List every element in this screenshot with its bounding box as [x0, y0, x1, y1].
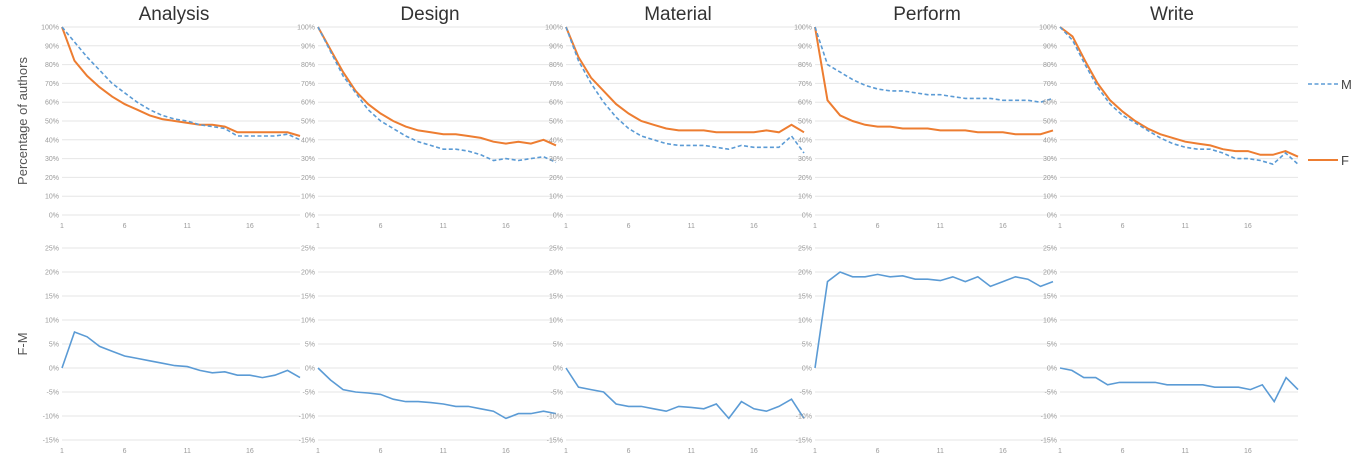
- y-tick-top-analysis: 30%: [44, 156, 59, 164]
- line-diff-analysis: [62, 332, 300, 378]
- y-tick-bottom-design: 0%: [304, 365, 315, 373]
- x-tick-top-analysis: 1: [60, 223, 64, 230]
- x-tick-bottom-design: 6: [378, 448, 383, 455]
- y-tick-top-material: 100%: [545, 24, 563, 32]
- y-tick-bottom-analysis: 15%: [44, 293, 59, 301]
- y-tick-bottom-analysis: -10%: [42, 413, 59, 421]
- x-tick-top-perform: 1: [813, 223, 817, 230]
- x-tick-top-design: 16: [501, 223, 510, 230]
- y-tick-top-perform: 90%: [797, 43, 812, 51]
- y-tick-top-design: 10%: [300, 193, 315, 201]
- panel-title-write: Write: [1150, 4, 1194, 25]
- y-tick-bottom-perform: 10%: [797, 317, 812, 325]
- y-tick-top-design: 20%: [300, 174, 315, 182]
- y-tick-bottom-analysis: -5%: [46, 389, 59, 397]
- x-tick-bottom-design: 16: [501, 448, 510, 455]
- y-tick-top-design: 70%: [300, 80, 315, 88]
- y-tick-bottom-material: 15%: [548, 293, 563, 301]
- y-tick-bottom-material: 10%: [548, 317, 563, 325]
- y-axis-label-bottom: F-M: [15, 332, 30, 356]
- line-f-material: [566, 27, 804, 132]
- y-tick-top-perform: 50%: [797, 118, 812, 126]
- y-tick-bottom-perform: 20%: [797, 269, 812, 277]
- y-tick-bottom-material: 25%: [548, 245, 563, 253]
- y-tick-top-perform: 20%: [797, 174, 812, 182]
- y-tick-top-material: 60%: [548, 99, 563, 107]
- y-tick-top-perform: 80%: [797, 62, 812, 70]
- y-tick-bottom-material: -5%: [550, 389, 563, 397]
- panel-title-analysis: Analysis: [138, 4, 210, 25]
- y-tick-top-material: 20%: [548, 174, 563, 182]
- y-tick-bottom-design: 5%: [304, 341, 315, 349]
- y-tick-top-write: 90%: [1042, 43, 1057, 51]
- y-tick-top-analysis: 100%: [41, 24, 59, 32]
- y-tick-bottom-analysis: 0%: [48, 365, 59, 373]
- x-tick-bottom-perform: 6: [875, 448, 880, 455]
- legend-label-f: F: [1341, 153, 1349, 168]
- y-tick-top-material: 40%: [548, 137, 563, 145]
- y-tick-top-perform: 10%: [797, 193, 812, 201]
- y-tick-top-analysis: 50%: [44, 118, 59, 126]
- x-tick-bottom-analysis: 6: [122, 448, 127, 455]
- x-tick-bottom-analysis: 11: [183, 448, 191, 455]
- x-tick-top-analysis: 6: [122, 223, 127, 230]
- x-tick-bottom-analysis: 16: [245, 448, 254, 455]
- x-tick-bottom-material: 16: [749, 448, 758, 455]
- y-tick-bottom-material: 20%: [548, 269, 563, 277]
- y-tick-top-material: 0%: [552, 212, 563, 220]
- y-tick-top-design: 100%: [297, 24, 315, 32]
- y-tick-bottom-perform: 25%: [797, 245, 812, 253]
- y-tick-top-write: 40%: [1042, 137, 1057, 145]
- y-tick-top-analysis: 60%: [44, 99, 59, 107]
- y-tick-bottom-design: -15%: [298, 437, 315, 445]
- y-tick-top-write: 10%: [1042, 193, 1057, 201]
- x-tick-bottom-perform: 16: [998, 448, 1007, 455]
- y-tick-bottom-material: 0%: [552, 365, 563, 373]
- y-tick-top-material: 80%: [548, 62, 563, 70]
- x-tick-bottom-write: 16: [1243, 448, 1252, 455]
- y-tick-top-analysis: 80%: [44, 62, 59, 70]
- y-tick-top-design: 50%: [300, 118, 315, 126]
- y-tick-top-analysis: 40%: [44, 137, 59, 145]
- y-tick-bottom-write: 0%: [1046, 365, 1057, 373]
- line-m-write: [1060, 27, 1298, 164]
- x-tick-top-perform: 11: [936, 223, 944, 230]
- y-tick-top-perform: 40%: [797, 137, 812, 145]
- y-tick-bottom-analysis: 5%: [48, 341, 59, 349]
- y-tick-top-perform: 30%: [797, 156, 812, 164]
- y-tick-bottom-material: -15%: [546, 437, 563, 445]
- y-tick-bottom-design: 25%: [300, 245, 315, 253]
- y-tick-top-design: 0%: [304, 212, 315, 220]
- y-tick-top-write: 60%: [1042, 99, 1057, 107]
- y-tick-bottom-analysis: 25%: [44, 245, 59, 253]
- y-tick-bottom-material: 5%: [552, 341, 563, 349]
- y-tick-top-analysis: 10%: [44, 193, 59, 201]
- y-tick-bottom-perform: -5%: [799, 389, 812, 397]
- x-tick-bottom-perform: 11: [936, 448, 944, 455]
- y-tick-bottom-write: -5%: [1044, 389, 1057, 397]
- x-tick-bottom-perform: 1: [813, 448, 817, 455]
- y-axis-label-top: Percentage of authors: [15, 57, 30, 185]
- x-tick-bottom-write: 6: [1120, 448, 1125, 455]
- x-tick-bottom-write: 11: [1181, 448, 1189, 455]
- x-tick-bottom-write: 1: [1058, 448, 1062, 455]
- y-tick-top-analysis: 90%: [44, 43, 59, 51]
- x-tick-bottom-material: 11: [687, 448, 695, 455]
- y-tick-top-design: 40%: [300, 137, 315, 145]
- y-tick-bottom-write: 15%: [1042, 293, 1057, 301]
- line-diff-design: [318, 368, 556, 418]
- panel-title-material: Material: [644, 4, 712, 25]
- y-tick-top-material: 30%: [548, 156, 563, 164]
- line-f-design: [318, 27, 556, 145]
- x-tick-top-analysis: 16: [245, 223, 254, 230]
- y-tick-bottom-analysis: 10%: [44, 317, 59, 325]
- y-tick-bottom-design: 10%: [300, 317, 315, 325]
- line-diff-write: [1060, 368, 1298, 402]
- y-tick-bottom-perform: 15%: [797, 293, 812, 301]
- panel-title-design: Design: [400, 4, 460, 25]
- y-tick-top-material: 70%: [548, 80, 563, 88]
- x-tick-top-material: 11: [687, 223, 695, 230]
- y-tick-top-write: 80%: [1042, 62, 1057, 70]
- x-tick-bottom-material: 1: [564, 448, 568, 455]
- y-tick-top-perform: 100%: [794, 24, 812, 32]
- y-tick-top-perform: 60%: [797, 99, 812, 107]
- y-tick-top-design: 90%: [300, 43, 315, 51]
- y-tick-bottom-perform: -15%: [795, 437, 812, 445]
- y-tick-bottom-write: -15%: [1040, 437, 1057, 445]
- y-tick-bottom-perform: 5%: [801, 341, 812, 349]
- x-tick-top-design: 11: [439, 223, 447, 230]
- y-tick-top-design: 30%: [300, 156, 315, 164]
- y-tick-top-write: 100%: [1039, 24, 1057, 32]
- x-tick-bottom-design: 1: [316, 448, 320, 455]
- y-tick-bottom-write: 25%: [1042, 245, 1057, 253]
- x-tick-top-analysis: 11: [183, 223, 191, 230]
- y-tick-bottom-write: 5%: [1046, 341, 1057, 349]
- x-tick-top-write: 1: [1058, 223, 1062, 230]
- x-tick-top-design: 1: [316, 223, 320, 230]
- x-tick-top-material: 6: [626, 223, 631, 230]
- y-tick-top-analysis: 70%: [44, 80, 59, 88]
- y-tick-top-analysis: 20%: [44, 174, 59, 182]
- x-tick-top-material: 16: [749, 223, 758, 230]
- x-tick-top-material: 1: [564, 223, 568, 230]
- y-tick-bottom-analysis: -15%: [42, 437, 59, 445]
- y-tick-top-material: 90%: [548, 43, 563, 51]
- y-tick-top-write: 70%: [1042, 80, 1057, 88]
- y-tick-bottom-analysis: 20%: [44, 269, 59, 277]
- y-tick-bottom-write: 10%: [1042, 317, 1057, 325]
- legend-label-m: M: [1341, 77, 1352, 92]
- y-tick-bottom-design: -10%: [298, 413, 315, 421]
- x-tick-top-perform: 6: [875, 223, 880, 230]
- y-tick-top-design: 80%: [300, 62, 315, 70]
- y-tick-top-material: 50%: [548, 118, 563, 126]
- y-tick-bottom-write: -10%: [1040, 413, 1057, 421]
- y-tick-bottom-material: -10%: [546, 413, 563, 421]
- y-tick-top-perform: 70%: [797, 80, 812, 88]
- x-tick-top-write: 6: [1120, 223, 1125, 230]
- x-tick-top-write: 16: [1243, 223, 1252, 230]
- x-tick-top-perform: 16: [998, 223, 1007, 230]
- y-tick-top-write: 30%: [1042, 156, 1057, 164]
- line-f-write: [1060, 27, 1298, 157]
- x-tick-bottom-material: 6: [626, 448, 631, 455]
- panel-title-perform: Perform: [893, 4, 961, 25]
- y-tick-top-write: 50%: [1042, 118, 1057, 126]
- x-tick-bottom-analysis: 1: [60, 448, 64, 455]
- y-tick-top-analysis: 0%: [48, 212, 59, 220]
- x-tick-bottom-design: 11: [439, 448, 447, 455]
- x-tick-top-write: 11: [1181, 223, 1189, 230]
- y-tick-bottom-perform: -10%: [795, 413, 812, 421]
- y-tick-top-write: 0%: [1046, 212, 1057, 220]
- y-tick-top-write: 20%: [1042, 174, 1057, 182]
- y-tick-top-material: 10%: [548, 193, 563, 201]
- line-f-analysis: [62, 27, 300, 136]
- y-tick-top-design: 60%: [300, 99, 315, 107]
- line-diff-material: [566, 368, 804, 418]
- line-f-perform: [815, 27, 1053, 134]
- y-tick-bottom-design: -5%: [302, 389, 315, 397]
- y-tick-bottom-design: 20%: [300, 269, 315, 277]
- y-tick-bottom-perform: 0%: [801, 365, 812, 373]
- y-tick-bottom-design: 15%: [300, 293, 315, 301]
- y-tick-bottom-write: 20%: [1042, 269, 1057, 277]
- x-tick-top-design: 6: [378, 223, 383, 230]
- y-tick-top-perform: 0%: [801, 212, 812, 220]
